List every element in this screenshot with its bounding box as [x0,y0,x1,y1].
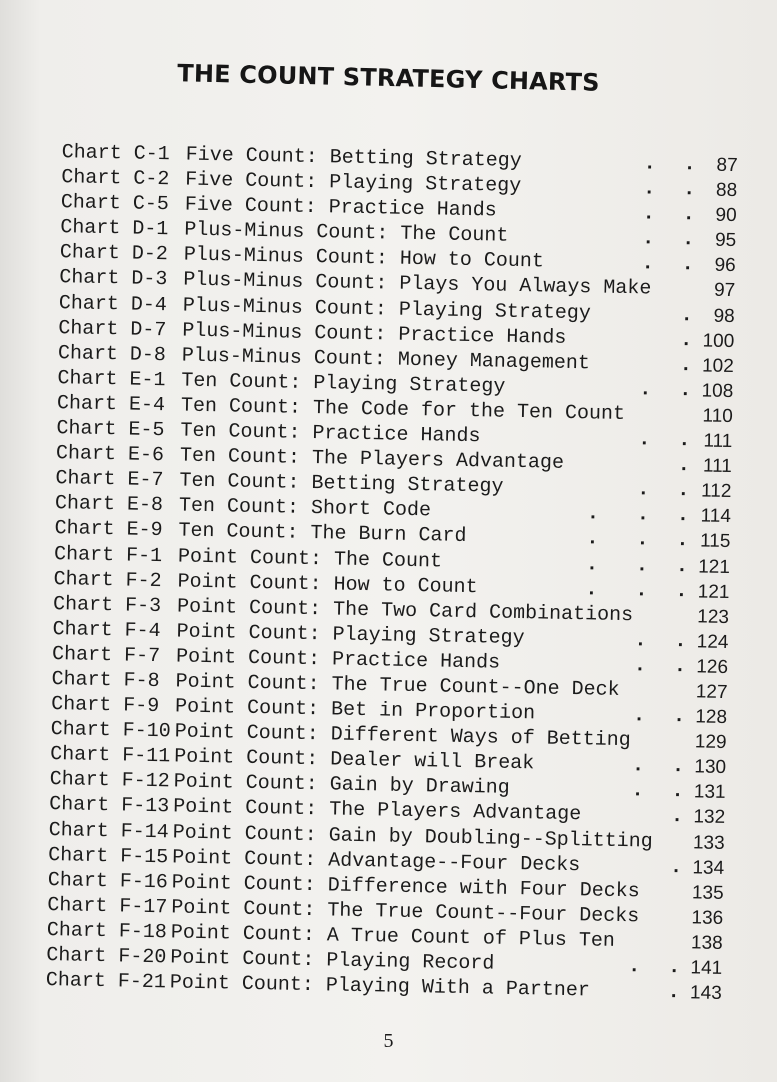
page-ref: 90 [715,204,737,227]
leader-dot: . [681,253,694,277]
chart-id: Chart F-17 [47,893,168,920]
page-ref: 124 [696,631,729,653]
chart-title: Ten Count: The Players Advantage [179,444,565,475]
leader-dot: . [634,629,647,653]
chart-title: Ten Count: Betting Strategy [179,469,504,499]
page-ref: 121 [697,581,730,603]
chart-id: Chart F-7 [51,642,161,669]
chart-id: Chart E-7 [55,467,164,493]
chart-title: Point Count: The Two Card Combinations [176,595,634,627]
page-ref: 128 [695,706,728,729]
leader-dot: . [641,227,655,251]
chart-id: Chart F-2 [53,567,162,593]
chart-id: Chart F-9 [50,693,160,719]
leader-dot: . [641,252,654,276]
leader-dot: . [637,478,650,502]
chart-title: Point Count: Playing Record [170,946,495,976]
chart-id: Chart F-11 [49,743,171,769]
chart-title: Five Count: Betting Strategy [185,143,522,173]
chart-id: Chart C-2 [61,166,170,192]
chart-id: Chart F-12 [49,768,170,794]
leader-dot: . [669,855,683,879]
leader-dot: . [678,429,691,453]
page-ref: 88 [715,179,738,202]
chart-title: Point Count: The Players Advantage [172,795,582,827]
leader-dot: . [676,529,689,553]
page-ref: 102 [701,355,734,377]
leader-dot: . [667,981,680,1005]
chart-title: Plus-Minus Count: Money Management [181,344,591,376]
chart-id: Chart E-5 [56,417,165,443]
chart-title: Ten Count: Short Code [178,494,432,523]
chart-title: Point Count: Gain by Doubling--Splitting [172,820,653,854]
chart-id: Chart F-20 [46,944,167,970]
chart-title: Point Count: The True Count--One Deck [175,670,620,702]
chart-id: Chart F-15 [48,843,169,869]
chart-title: Plus-Minus Count: Plays You Always Make [183,268,652,301]
leader-dot: . [635,578,648,603]
leader-dot: . [642,202,655,226]
leader-dot: . [585,552,599,577]
leader-dot: . [682,203,695,227]
toc-list [38,140,754,1006]
chart-id: Chart E-8 [54,492,164,518]
leader-dot: . [680,328,693,352]
leader-dot: . [635,553,649,577]
leader-dot: . [670,805,684,829]
leader-dot: . [674,629,687,654]
page-ref: 112 [700,480,732,503]
leader-dot: . [628,955,641,979]
leader-dot: . [586,527,599,551]
leader-dot: . [631,779,644,803]
chart-title: Point Count: Practice Hands [175,645,501,675]
page-ref: 127 [695,681,728,703]
page-title: THE COUNT STRATEGY CHARTS [177,59,600,97]
leader-dot: . [632,704,646,728]
leader-dot: . [631,754,645,778]
chart-id: Chart D-7 [58,316,167,342]
chart-title: Point Count: Bet in Proportion [174,695,536,726]
chart-id: Chart D-1 [60,216,169,242]
leader-dot: . [636,503,650,527]
leader-dot: . [679,353,693,378]
chart-id: Chart F-14 [48,818,169,844]
leader-dot: . [639,378,652,402]
page-ref: 115 [699,530,731,553]
page-ref: 138 [690,932,723,954]
chart-title: Five Count: Playing Strategy [185,168,522,199]
chart-id: Chart D-3 [59,266,168,292]
page-ref: 134 [692,857,725,879]
leader-dot: . [682,178,696,202]
chart-title: Point Count: Gain by Drawing [173,770,510,801]
leader-dot: . [668,955,681,980]
chart-id: Chart E-1 [57,366,166,393]
page-ref: 114 [700,505,732,528]
chart-title: Point Count: A True Count of Plus Ten [170,921,616,953]
chart-id: Chart C-5 [60,191,170,217]
page-ref: 123 [697,606,730,628]
chart-title: Plus-Minus Count: Playing Strategy [182,294,592,325]
leader-dot: . [681,228,695,252]
page-ref: 87 [716,154,738,177]
leader-dot: . [676,504,690,528]
leader-dot: . [671,780,684,804]
page-ref: 111 [702,455,733,478]
chart-title: Point Count: How to Count [177,570,478,599]
page-ref: 97 [713,280,736,302]
chart-title: Plus-Minus Count: Practice Hands [182,319,567,350]
page-ref: 143 [689,982,722,1005]
chart-title: Point Count: Playing With a Partner [169,971,591,1003]
chart-title: Ten Count: Playing Strategy [181,369,506,399]
page-ref: 108 [701,380,734,402]
leader-dot: . [680,303,693,327]
page-ref: 129 [694,731,727,754]
leader-dot: . [585,577,598,602]
leader-dot: . [586,502,600,526]
page-ref: 141 [690,957,723,979]
chart-id: Chart E-6 [55,442,165,468]
chart-title: Plus-Minus Count: How to Count [183,243,545,274]
leader-dot: . [673,654,687,679]
chart-id: Chart F-10 [50,718,171,744]
chart-id: Chart F-3 [52,592,162,618]
chart-id: Chart F-1 [53,542,163,568]
leader-dot: . [675,579,688,603]
chart-id: Chart D-4 [58,291,168,317]
chart-id: Chart F-18 [46,918,168,945]
page-ref: 126 [696,656,729,678]
chart-title: Ten Count: The Burn Card [178,519,467,549]
leader-dot: . [677,479,690,503]
chart-title: Five Count: Practice Hands [184,193,497,223]
leader-dot: . [683,153,696,177]
chart-title: Point Count: Dealer will Break [173,745,535,776]
leader-dot: . [672,705,686,729]
chart-title: Ten Count: Practice Hands [180,419,481,449]
leader-dot: . [636,528,649,552]
chart-id: Chart E-4 [56,392,166,418]
chart-title: Point Count: The Count [177,544,443,574]
leader-dot: . [679,378,692,403]
page-ref: 96 [714,255,736,277]
page-ref: 100 [702,330,735,352]
chart-title: Plus-Minus Count: The Count [184,218,509,249]
leader-dot: . [675,554,689,578]
chart-id: Chart F-16 [47,868,169,895]
page-ref: 133 [692,831,725,854]
page-ref: 131 [693,781,726,804]
leader-dot: . [633,654,647,678]
chart-title: Point Count: Difference with Four Decks [171,871,640,904]
chart-id: Chart E-9 [54,517,163,543]
leader-dot: . [671,755,685,779]
page-ref: 136 [691,907,724,929]
page-number: 5 [383,1030,394,1052]
chart-id: Chart D-8 [57,341,167,367]
page-ref: 121 [698,555,731,578]
page-ref: 110 [702,405,734,428]
page-ref: 111 [703,430,733,453]
leader-dot: . [677,454,691,478]
chart-id: Chart F-8 [51,668,160,694]
chart-title: Point Count: The True Count--Four Decks [171,896,640,929]
chart-id: Chart C-1 [61,141,170,167]
chart-title: Ten Count: The Code for the Ten Count [180,394,626,426]
chart-id: Chart F-4 [52,617,161,643]
page-ref: 132 [693,806,726,829]
page-ref: 98 [713,305,735,327]
leader-dot: . [642,177,656,201]
chart-title: Point Count: Different Ways of Betting [174,720,631,753]
page-ref: 135 [691,882,724,904]
chart-title: Point Count: Advantage--Four Decks [172,846,581,877]
chart-title: Point Count: Playing Strategy [176,620,525,650]
page-ref: 95 [714,229,737,252]
chart-id: Chart D-2 [59,241,169,267]
chart-id: Chart F-21 [45,969,167,995]
leader-dot: . [643,152,656,176]
leader-dot: . [638,428,651,452]
chart-id: Chart F-13 [49,793,170,819]
page-ref: 130 [694,756,727,779]
